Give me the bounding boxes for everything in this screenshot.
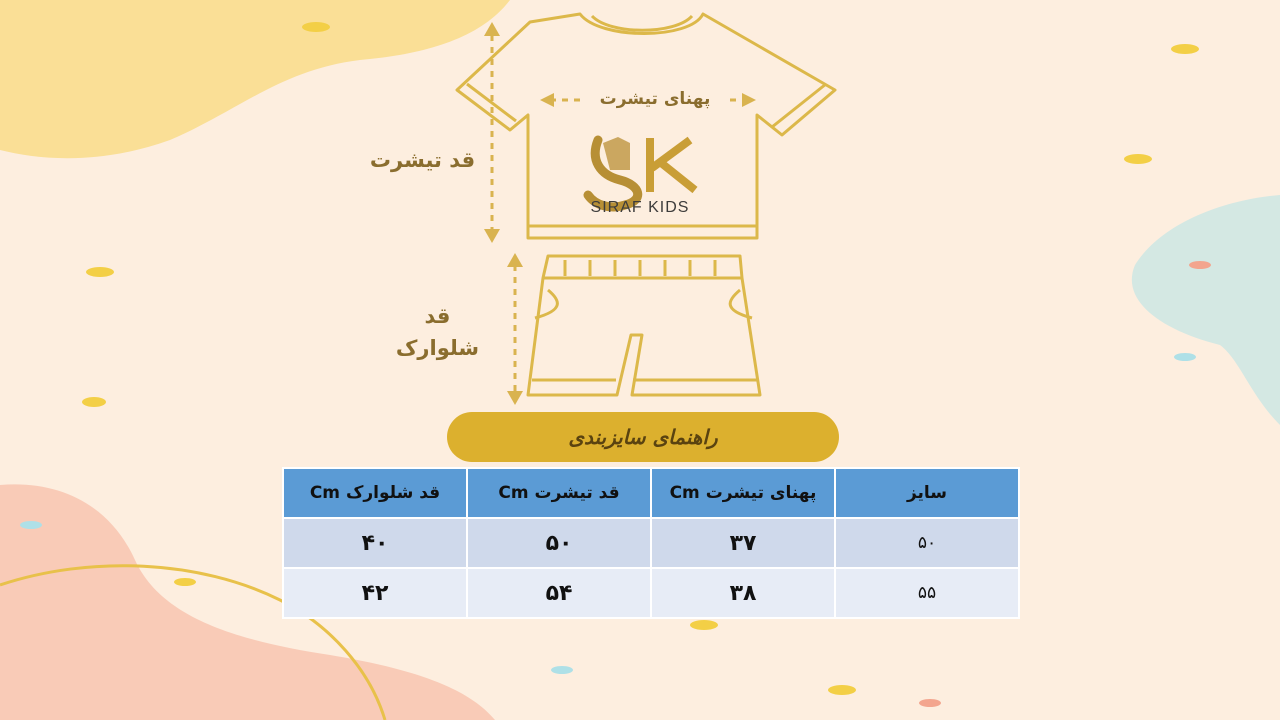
shirt-length-label: قد تیشرت	[369, 148, 476, 172]
table-cell: ۵۵	[835, 568, 1019, 618]
pants-length-label	[380, 300, 495, 364]
header-pants-length: قد شلوارک Cm	[283, 468, 467, 518]
arrow-head-icon	[484, 22, 500, 36]
table-cell: ۵۰	[467, 518, 651, 568]
arrow-head-icon	[507, 253, 523, 267]
svg-text:SIRAF KIDS: SIRAF KIDS	[590, 199, 690, 216]
arrow-head-icon	[484, 229, 500, 243]
shirt-width-label: پهنای تیشرت	[585, 89, 725, 109]
table-row	[283, 568, 1019, 618]
table-cell: ۳۸	[651, 568, 835, 618]
table-cell: ۳۷	[651, 518, 835, 568]
size-guide-banner	[447, 412, 839, 462]
table-cell: ۵۰	[835, 518, 1019, 568]
size-guide-title: راهنمای سایزبندی	[568, 425, 718, 449]
arrow-head-icon	[540, 93, 554, 107]
header-size: سایز	[835, 468, 1019, 518]
header-shirt-length: قد تیشرت Cm	[467, 468, 651, 518]
pants-length-label-line1: قد	[424, 304, 451, 328]
pants-length-label-line2: شلوارک	[395, 336, 480, 360]
arrow-head-icon	[742, 93, 756, 107]
siraf-kids-logo	[588, 137, 695, 216]
table-cell: ۴۰	[283, 518, 467, 568]
arrow-head-icon	[507, 391, 523, 405]
shorts-elastic-lines	[565, 260, 715, 276]
header-shirt-width: پهنای تیشرت Cm	[651, 468, 835, 518]
table-cell: ۴۲	[283, 568, 467, 618]
table-cell: ۵۴	[467, 568, 651, 618]
table-row	[283, 518, 1019, 568]
table-header-row	[283, 468, 1019, 518]
size-table	[282, 467, 1020, 619]
